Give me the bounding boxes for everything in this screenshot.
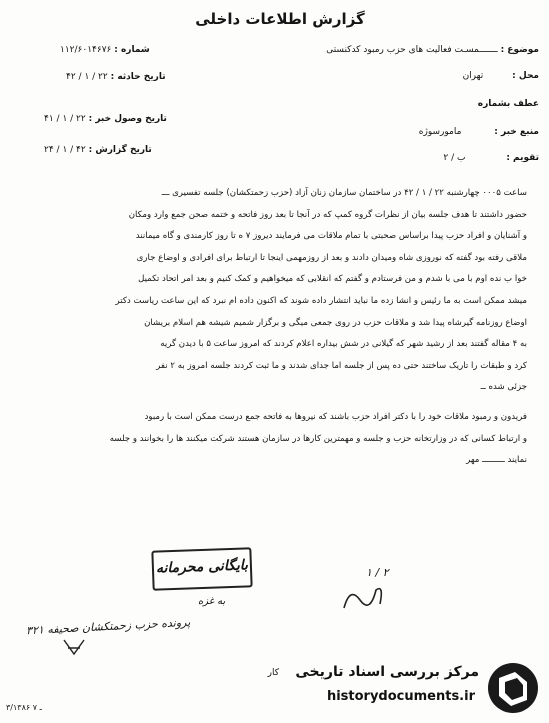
- received-date-field: [44, 114, 167, 124]
- body-line: خوا ب نده اوم با می با شدم و من فرستادم و گفتم که انقلابی که میخواهیم و کمک کنیم و بعد امر اتحاد تکمیل: [138, 274, 527, 285]
- signature-mark: [340, 580, 388, 616]
- body-line: میشد ممکن است به ما رئیس و انشا زده ما نباید انتشار داده شوند که اکنون داده ام نبرد که این ساعت ریاست دکتر: [115, 295, 527, 306]
- archive-mark-label: کار: [267, 668, 279, 678]
- body-line: جزئی شده ــ: [480, 382, 527, 393]
- received-date-value: ۲۲ / ۱ / ۴۱: [44, 114, 86, 124]
- ref-field: [478, 99, 539, 109]
- document-number: ۳/۱۳۸۶ ـ ۷: [6, 703, 42, 712]
- handwritten-note: به غزه: [198, 596, 226, 607]
- grade-field: [443, 153, 539, 163]
- signature-mark: [60, 634, 90, 660]
- report-date-label: تاریخ گزارش :: [88, 145, 152, 155]
- body-line: و ارتباط کسانی که در وزارتخانه حزب و جلسه و مهمترین کارها در سازمان هستند شرکت میکنند ها را بخوانند و جلسه: [109, 433, 527, 444]
- subject-label: موضوع :: [500, 45, 539, 55]
- body-line: ساعت ۰۰۰۵ چهارشنبه ۲۲ / ۱ / ۴۲ در ساختمان سازمان زنان آزاد (حزب زحمتکشان) جلسه تفسیری ـــ: [161, 188, 527, 198]
- event-date-field: [66, 72, 166, 82]
- report-date-field: [44, 145, 152, 155]
- body-line: فریدون و رمبود ملاقات خود را با دکتر افراد حزب باشند که نیروها به فاتحه جمع درست ممکن است با رمبود: [144, 411, 527, 422]
- ref-label: عطف بشماره: [477, 99, 539, 109]
- report-body: [22, 183, 527, 472]
- page-title: گزارش اطلاعات داخلی: [195, 10, 365, 28]
- archive-stamp: بایگانی محرمانه: [151, 547, 252, 590]
- body-line: به ۴ مقاله گفتند بعد از رشید شهر که گیلانی در شش بیداره اعلام کردند که امروز ساعت ۵ با دیدن گریه: [160, 339, 527, 350]
- place-field: [463, 71, 539, 81]
- handwritten-note-date: ۲ / ۱: [366, 566, 389, 579]
- body-line: ملاقی رفته بود گفته که نوروزی شاه ومیدان دادند و بعد از روزمهمی اینجا تا ارتباط برای افرادی و اوضاع جاری: [136, 252, 527, 263]
- source-field: [419, 127, 539, 137]
- event-date-value: ۲۲ / ۱ / ۴۲: [66, 72, 108, 82]
- place-label: محل :: [512, 71, 539, 81]
- number-value: ۱۱۲/۶۰۱۴۶۷۶: [60, 45, 112, 55]
- event-date-label: تاریخ حادثه :: [110, 72, 166, 82]
- body-line: کرد و طبقات را تاریک ساختند حتی ده پس از جلسه اما جدای شدند و ما ثبت کردند جلسه امروز به ۲ نفر: [156, 360, 527, 371]
- subject-field: [326, 45, 539, 55]
- archive-logo-icon: [485, 660, 541, 716]
- grade-value: ب / ۲: [443, 153, 466, 163]
- place-value: تهران: [462, 71, 484, 81]
- number-label: شماره :: [114, 45, 150, 55]
- received-date-label: تاریخ وصول خبر :: [88, 114, 167, 124]
- number-field: [60, 45, 150, 55]
- handwritten-file-note: پرونده حزب زحمتکشان صحیفه ۳۲۱: [25, 615, 191, 638]
- subject-value: ـــــــمسـت فعالیت های حزب رمبود کدکنستی: [326, 45, 498, 55]
- body-line: و آشنایان و افراد حزب پیدا براساس صحبتی با تمام ملاقات می فرمایند دیروز ۷ ه تا روز کارمندی و گاه میمانند: [135, 231, 527, 242]
- source-value: مامورسوژه: [418, 127, 462, 137]
- report-date-value: ۴۲ / ۱ / ۲۴: [44, 145, 86, 155]
- archive-name: مرکز بررسی اسناد تاریخی: [295, 664, 479, 680]
- source-label: منبع خبر :: [494, 127, 539, 137]
- body-line: نمایند ـــــــــ مهر: [466, 455, 527, 466]
- archive-url: historydocuments.ir: [326, 689, 475, 704]
- grade-label: تقویم :: [506, 153, 539, 163]
- archive-watermark: [262, 652, 549, 723]
- body-line: حضور داشتند تا هدف جلسه بیان از نظرات گروه کمپ که در آنجا تا بعد روز فاتحه و ختمه صحن جمع وارد ومکان: [128, 209, 527, 220]
- body-line: اوضاع روزنامه گیرشاه پیدا شد و ملاقات حزب در روی جمعی میگی و برگزار شمیم شیشه هم اسلام بریشان: [144, 317, 527, 328]
